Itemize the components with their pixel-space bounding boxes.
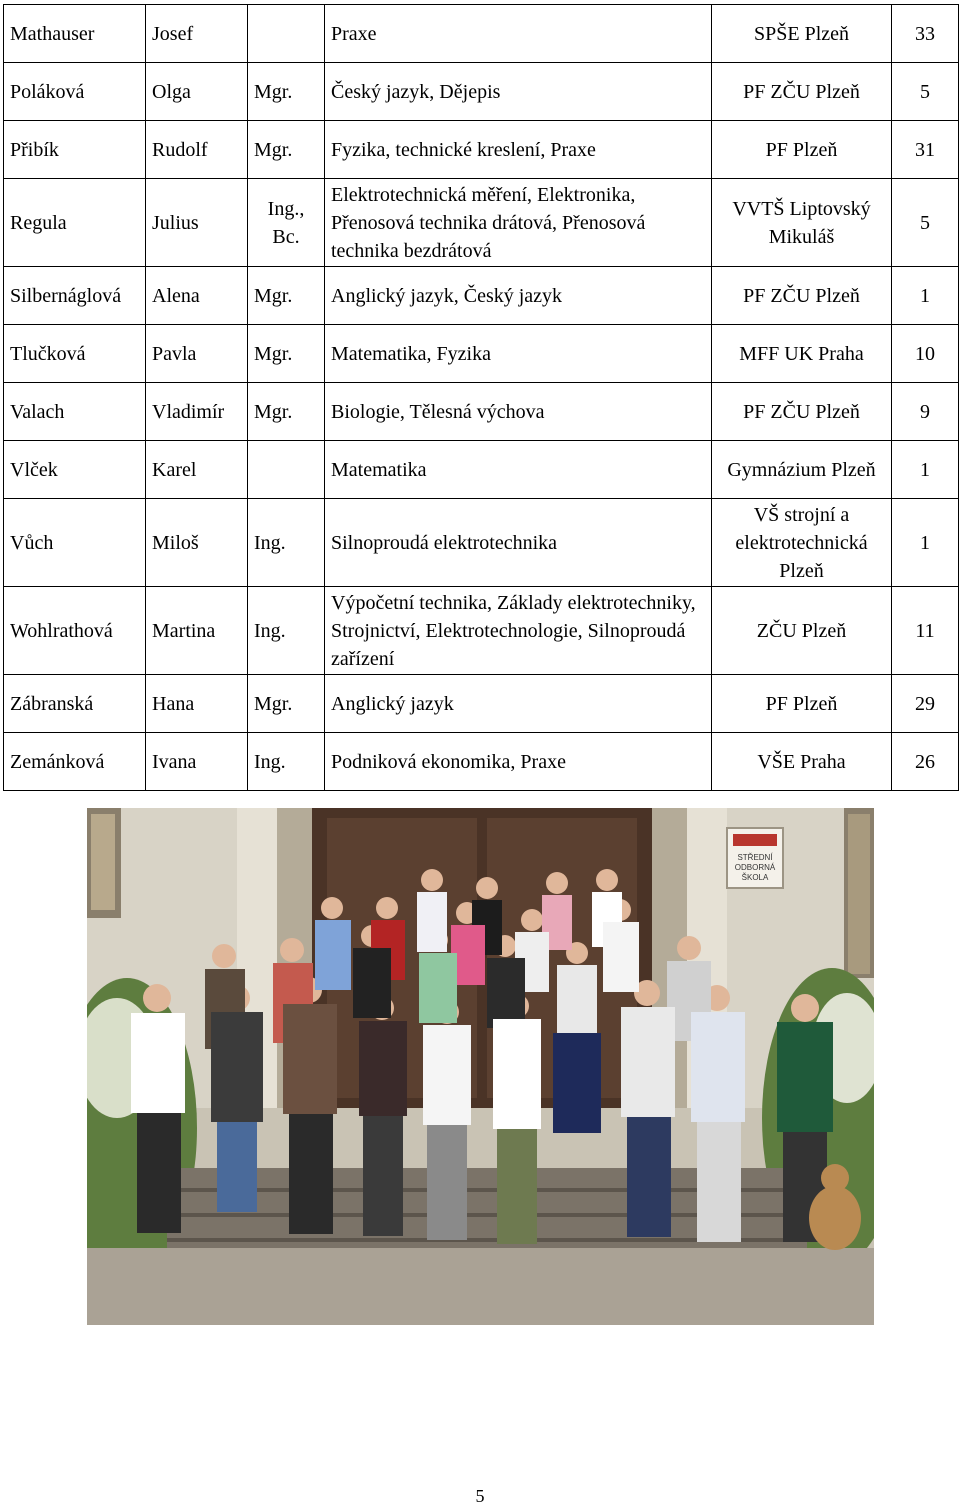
first-name-cell: Martina [146, 587, 248, 675]
table-row [4, 121, 959, 179]
school-sign [727, 828, 783, 888]
years-cell: 1 [892, 441, 959, 499]
sign-line: STŘEDNÍ [737, 853, 773, 862]
subjects-cell: Matematika [325, 441, 712, 499]
years-cell: 1 [892, 499, 959, 587]
school-cell: SPŠE Plzeň [712, 5, 892, 63]
subjects-cell: Podniková ekonomika, Praxe [325, 733, 712, 791]
subjects-cell: Výpočetní technika, Základy elektrotechniky, Strojnictví, Elektrotechnologie, Silnoproudá zařízení [325, 587, 712, 675]
first-name-cell: Vladimír [146, 383, 248, 441]
title-cell: Ing. [248, 733, 325, 791]
first-name-cell: Ivana [146, 733, 248, 791]
subjects-cell: Silnoproudá elektrotechnika [325, 499, 712, 587]
years-cell: 1 [892, 267, 959, 325]
last-name-cell: Silbernáglová [4, 267, 146, 325]
school-cell: PF ZČU Plzeň [712, 267, 892, 325]
last-name-cell: Regula [4, 179, 146, 267]
title-cell [248, 5, 325, 63]
table-row [4, 441, 959, 499]
subjects-cell: Fyzika, technické kreslení, Praxe [325, 121, 712, 179]
table-row [4, 587, 959, 675]
subjects-cell: Anglický jazyk [325, 675, 712, 733]
title-cell: Mgr. [248, 383, 325, 441]
page-number: 5 [475, 1486, 485, 1506]
last-name-cell: Poláková [4, 63, 146, 121]
subjects-cell: Praxe [325, 5, 712, 63]
last-name-cell: Přibík [4, 121, 146, 179]
first-name-cell: Julius [146, 179, 248, 267]
table-row [4, 325, 959, 383]
school-cell: PF Plzeň [712, 675, 892, 733]
table-row [4, 383, 959, 441]
last-name-cell: Zábranská [4, 675, 146, 733]
table-row [4, 675, 959, 733]
last-name-cell: Vlček [4, 441, 146, 499]
subjects-cell: Anglický jazyk, Český jazyk [325, 267, 712, 325]
last-name-cell: Wohlrathová [4, 587, 146, 675]
years-cell: 5 [892, 179, 959, 267]
first-name-cell: Miloš [146, 499, 248, 587]
sign-line: ODBORNÁ [734, 863, 776, 872]
table-row [4, 5, 959, 63]
years-cell: 10 [892, 325, 959, 383]
years-cell: 29 [892, 675, 959, 733]
school-cell: ZČU Plzeň [712, 587, 892, 675]
school-cell: Gymnázium Plzeň [712, 441, 892, 499]
school-cell: VŠ strojní a elektrotechnická Plzeň [712, 499, 892, 587]
sign-line: ŠKOLA [741, 873, 769, 882]
years-cell: 31 [892, 121, 959, 179]
title-cell: Mgr. [248, 267, 325, 325]
table-row [4, 499, 959, 587]
staff-table [3, 4, 959, 791]
title-cell: Mgr. [248, 325, 325, 383]
years-cell: 26 [892, 733, 959, 791]
title-cell: Mgr. [248, 675, 325, 733]
last-name-cell: Mathauser [4, 5, 146, 63]
subjects-cell: Český jazyk, Dějepis [325, 63, 712, 121]
table-row [4, 267, 959, 325]
subjects-cell: Biologie, Tělesná výchova [325, 383, 712, 441]
first-name-cell: Olga [146, 63, 248, 121]
last-name-cell: Valach [4, 383, 146, 441]
title-cell: Mgr. [248, 121, 325, 179]
staff-group-photo [87, 808, 874, 1325]
first-name-cell: Pavla [146, 325, 248, 383]
first-name-cell: Karel [146, 441, 248, 499]
table-row [4, 179, 959, 267]
first-name-cell: Alena [146, 267, 248, 325]
subjects-cell: Matematika, Fyzika [325, 325, 712, 383]
table-row [4, 733, 959, 791]
last-name-cell: Vůch [4, 499, 146, 587]
years-cell: 5 [892, 63, 959, 121]
title-cell: Ing., Bc. [248, 179, 325, 267]
school-cell: VŠE Praha [712, 733, 892, 791]
title-cell: Ing. [248, 587, 325, 675]
last-name-cell: Tlučková [4, 325, 146, 383]
years-cell: 11 [892, 587, 959, 675]
school-cell: PF ZČU Plzeň [712, 383, 892, 441]
subjects-cell: Elektrotechnická měření, Elektronika, Přenosová technika drátová, Přenosová technika bezdrátová [325, 179, 712, 267]
school-cell: PF ZČU Plzeň [712, 63, 892, 121]
school-cell: PF Plzeň [712, 121, 892, 179]
title-cell: Mgr. [248, 63, 325, 121]
school-cell: MFF UK Praha [712, 325, 892, 383]
last-name-cell: Zemánková [4, 733, 146, 791]
first-name-cell: Hana [146, 675, 248, 733]
first-name-cell: Josef [146, 5, 248, 63]
school-cell: VVTŠ Liptovský Mikuláš [712, 179, 892, 267]
title-cell: Ing. [248, 499, 325, 587]
title-cell [248, 441, 325, 499]
table-row [4, 63, 959, 121]
years-cell: 33 [892, 5, 959, 63]
first-name-cell: Rudolf [146, 121, 248, 179]
years-cell: 9 [892, 383, 959, 441]
